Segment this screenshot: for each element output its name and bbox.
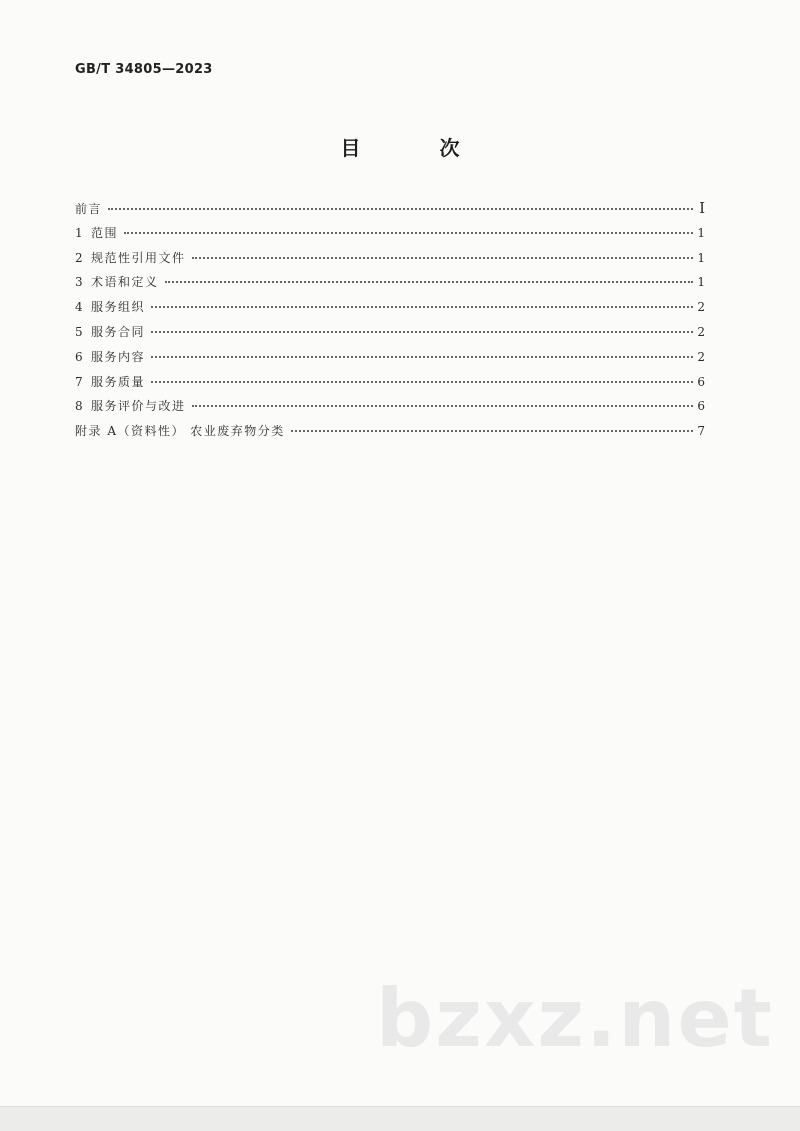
toc-entry-label: 规范性引用文件 <box>91 250 186 265</box>
toc-entry-label: 附录 A（资料性） 农业废弃物分类 <box>75 424 285 439</box>
toc-entry-page: 1 <box>697 275 705 290</box>
toc-entry-number: 4 <box>75 300 83 315</box>
toc-entry-number: 6 <box>75 349 83 364</box>
toc-entry-label: 服务质量 <box>91 374 146 389</box>
toc-entry-1[interactable] <box>75 224 705 249</box>
toc-leader-dots <box>165 281 693 283</box>
toc-entry-number: 2 <box>75 250 83 265</box>
toc-entry-label: 服务合同 <box>91 324 146 339</box>
toc-entry-page: 1 <box>697 225 705 240</box>
toc-leader-dots <box>108 208 693 210</box>
toc-entry-label: 术语和定义 <box>91 275 159 290</box>
toc-leader-dots <box>151 306 693 308</box>
watermark: bzxz.net <box>376 972 774 1065</box>
toc-entry-appendix-a[interactable] <box>75 422 705 447</box>
toc-entry-label: 前言 <box>75 202 103 216</box>
toc-entry-2[interactable] <box>75 249 705 274</box>
toc-entry-7[interactable] <box>75 373 705 398</box>
standard-number: GB/T 34805—2023 <box>75 62 213 77</box>
toc-leader-dots <box>151 381 693 383</box>
toc-entry-number: 1 <box>75 225 83 240</box>
toc-entry-label: 服务评价与改进 <box>91 399 186 414</box>
toc-leader-dots <box>192 257 693 259</box>
toc-entry-page: 1 <box>697 250 705 265</box>
toc-entry-page: 6 <box>697 374 705 389</box>
toc-entry-page: I <box>699 199 705 217</box>
toc-entry-page: 7 <box>697 424 705 439</box>
toc-leader-dots <box>291 430 693 432</box>
toc-leader-dots <box>151 331 693 333</box>
toc-entry-3[interactable] <box>75 273 705 298</box>
toc-entry-label: 服务组织 <box>91 300 146 315</box>
toc-entry-number: 7 <box>75 374 83 389</box>
toc-entry-label: 服务内容 <box>91 349 146 364</box>
page-title: 目 次 <box>340 136 496 160</box>
toc-entry-number: 5 <box>75 324 83 339</box>
toc-entry-number: 8 <box>75 399 83 414</box>
toc-entry-label: 范围 <box>91 225 119 240</box>
toc-entry-page: 2 <box>697 300 705 315</box>
toc-entry-page: 2 <box>697 324 705 339</box>
toc-entry-number: 3 <box>75 275 83 290</box>
toc-entry-page: 6 <box>697 399 705 414</box>
toc-entry-6[interactable] <box>75 348 705 373</box>
toc-entry-foreword[interactable] <box>75 199 705 224</box>
toc-entry-4[interactable] <box>75 298 705 323</box>
toc-leader-dots <box>151 356 693 358</box>
table-of-contents <box>75 199 705 447</box>
toc-leader-dots <box>124 232 693 234</box>
toc-entry-8[interactable] <box>75 397 705 422</box>
toc-entry-5[interactable] <box>75 323 705 348</box>
toc-leader-dots <box>192 405 693 407</box>
toc-entry-page: 2 <box>697 349 705 364</box>
page-bottom-edge <box>0 1106 800 1131</box>
